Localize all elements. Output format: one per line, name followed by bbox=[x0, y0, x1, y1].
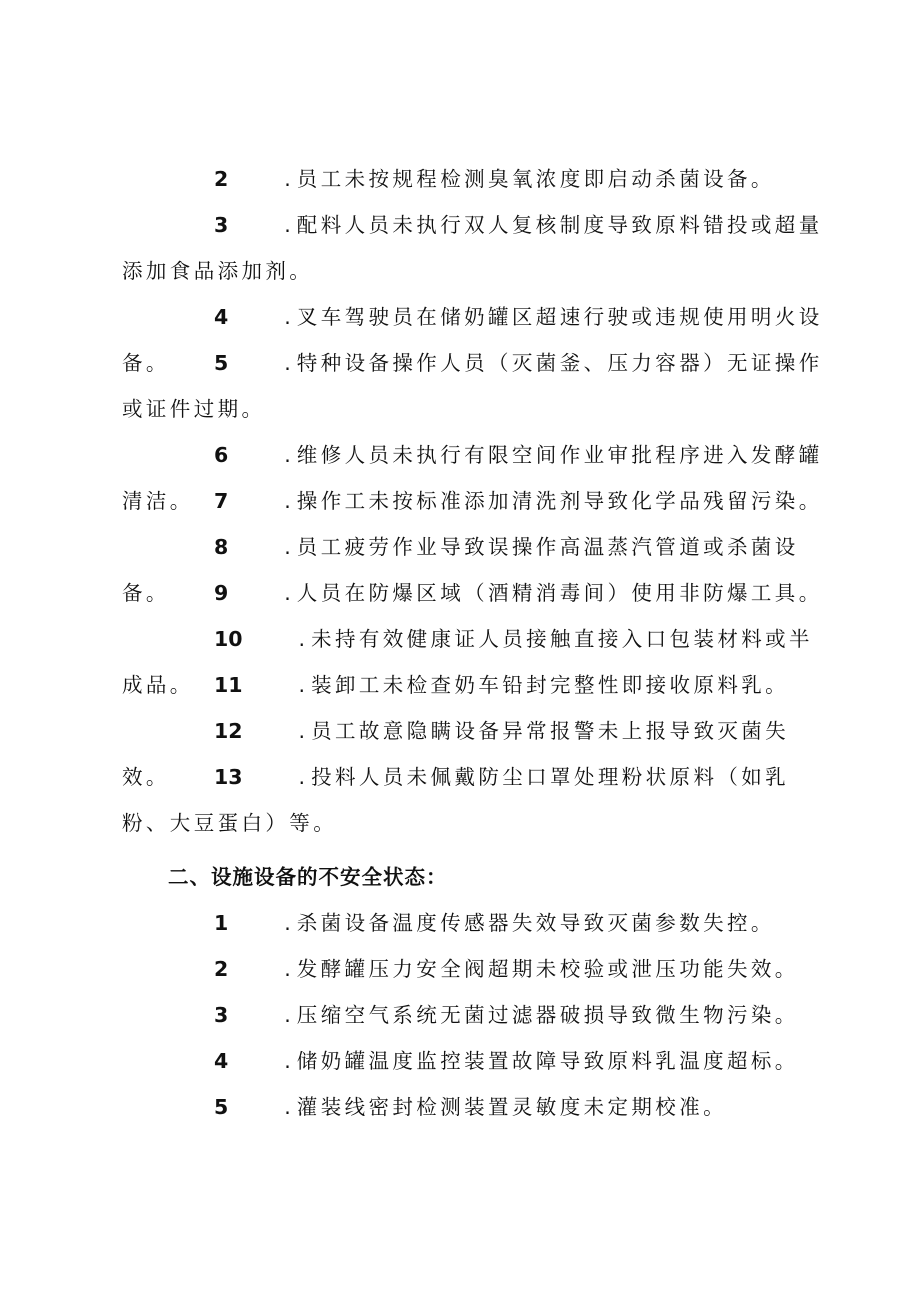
item-dot: . bbox=[284, 489, 291, 513]
item-number: 12 bbox=[214, 719, 243, 743]
list-item bbox=[122, 754, 832, 846]
item-number: 6 bbox=[214, 443, 229, 467]
item-dot: . bbox=[284, 1095, 291, 1119]
item-number: 9 bbox=[214, 581, 229, 605]
item-dot: . bbox=[284, 305, 291, 329]
item-dot: . bbox=[284, 535, 291, 559]
item-number: 2 bbox=[214, 957, 229, 981]
list-item bbox=[122, 662, 832, 708]
item-number: 3 bbox=[214, 213, 229, 237]
item-dot: . bbox=[284, 957, 291, 981]
item-dot: . bbox=[284, 581, 291, 605]
item-number: 13 bbox=[214, 765, 243, 789]
item-text: 特种设备操作人员（灭菌釜、压力容器）无证操作或证件过期。 bbox=[122, 351, 823, 421]
item-text: 员工故意隐瞒设备异常报警未上报导致灭菌失效。 bbox=[122, 719, 790, 789]
item-number: 4 bbox=[214, 1049, 229, 1073]
item-text: 操作工未按标准添加清洗剂导致化学品残留污染。 bbox=[296, 489, 823, 513]
item-text: 配料人员未执行双人复核制度导致原料错投或超量添加食品添加剂。 bbox=[122, 213, 823, 283]
item-text: 灌装线密封检测装置灵敏度未定期校准。 bbox=[296, 1095, 727, 1119]
item-dot: . bbox=[298, 719, 306, 743]
item-number: 1 bbox=[214, 911, 229, 935]
item-number: 8 bbox=[214, 535, 229, 559]
item-text: 员工未按规程检测臭氧浓度即启动杀菌设备。 bbox=[296, 167, 775, 191]
item-number: 5 bbox=[214, 351, 229, 375]
item-number: 5 bbox=[214, 1095, 229, 1119]
item-dot: . bbox=[298, 627, 306, 651]
item-dot: . bbox=[298, 673, 306, 697]
item-number: 3 bbox=[214, 1003, 229, 1027]
item-dot: . bbox=[284, 167, 291, 191]
item-number: 4 bbox=[214, 305, 229, 329]
item-dot: . bbox=[284, 213, 291, 237]
item-number: 7 bbox=[214, 489, 229, 513]
list-item bbox=[122, 992, 832, 1038]
item-dot: . bbox=[298, 765, 306, 789]
item-text: 杀菌设备温度传感器失效导致灭菌参数失控。 bbox=[296, 911, 775, 935]
item-dot: . bbox=[284, 1003, 291, 1027]
item-text: 发酵罐压力安全阀超期未校验或泄压功能失效。 bbox=[296, 957, 799, 981]
item-number: 10 bbox=[214, 627, 243, 651]
item-text: 储奶罐温度监控装置故障导致原料乳温度超标。 bbox=[296, 1049, 799, 1073]
item-text: 投料人员未佩戴防尘口罩处理粉状原料（如乳粉、大豆蛋白）等。 bbox=[122, 765, 790, 835]
item-text: 维修人员未执行有限空间作业审批程序进入发酵罐清洁。 bbox=[122, 443, 823, 513]
item-text: 装卸工未检查奶车铅封完整性即接收原料乳。 bbox=[311, 673, 790, 697]
item-text: 员工疲劳作业导致误操作高温蒸汽管道或杀菌设备。 bbox=[122, 535, 799, 605]
item-text: 压缩空气系统无菌过滤器破损导致微生物污染。 bbox=[296, 1003, 799, 1027]
list-item bbox=[122, 1038, 832, 1084]
item-dot: . bbox=[284, 351, 291, 375]
list-item bbox=[122, 156, 832, 202]
item-number: 2 bbox=[214, 167, 229, 191]
item-dot: . bbox=[284, 443, 291, 467]
item-text: 人员在防爆区域（酒精消毒间）使用非防爆工具。 bbox=[296, 581, 823, 605]
list-item bbox=[122, 946, 832, 992]
list-item bbox=[122, 478, 832, 524]
item-dot: . bbox=[284, 1049, 291, 1073]
list-item bbox=[122, 900, 832, 946]
list-item bbox=[122, 570, 832, 616]
item-text: 未持有效健康证人员接触直接入口包装材料或半成品。 bbox=[122, 627, 813, 697]
item-number: 11 bbox=[214, 673, 243, 697]
section-heading: 二、设施设备的不安全状态： bbox=[168, 865, 448, 889]
list-item bbox=[122, 202, 832, 294]
item-text: 叉车驾驶员在储奶罐区超速行驶或违规使用明火设备。 bbox=[122, 305, 823, 375]
list-item bbox=[122, 1084, 832, 1130]
list-item bbox=[122, 340, 832, 432]
item-dot: . bbox=[284, 911, 291, 935]
